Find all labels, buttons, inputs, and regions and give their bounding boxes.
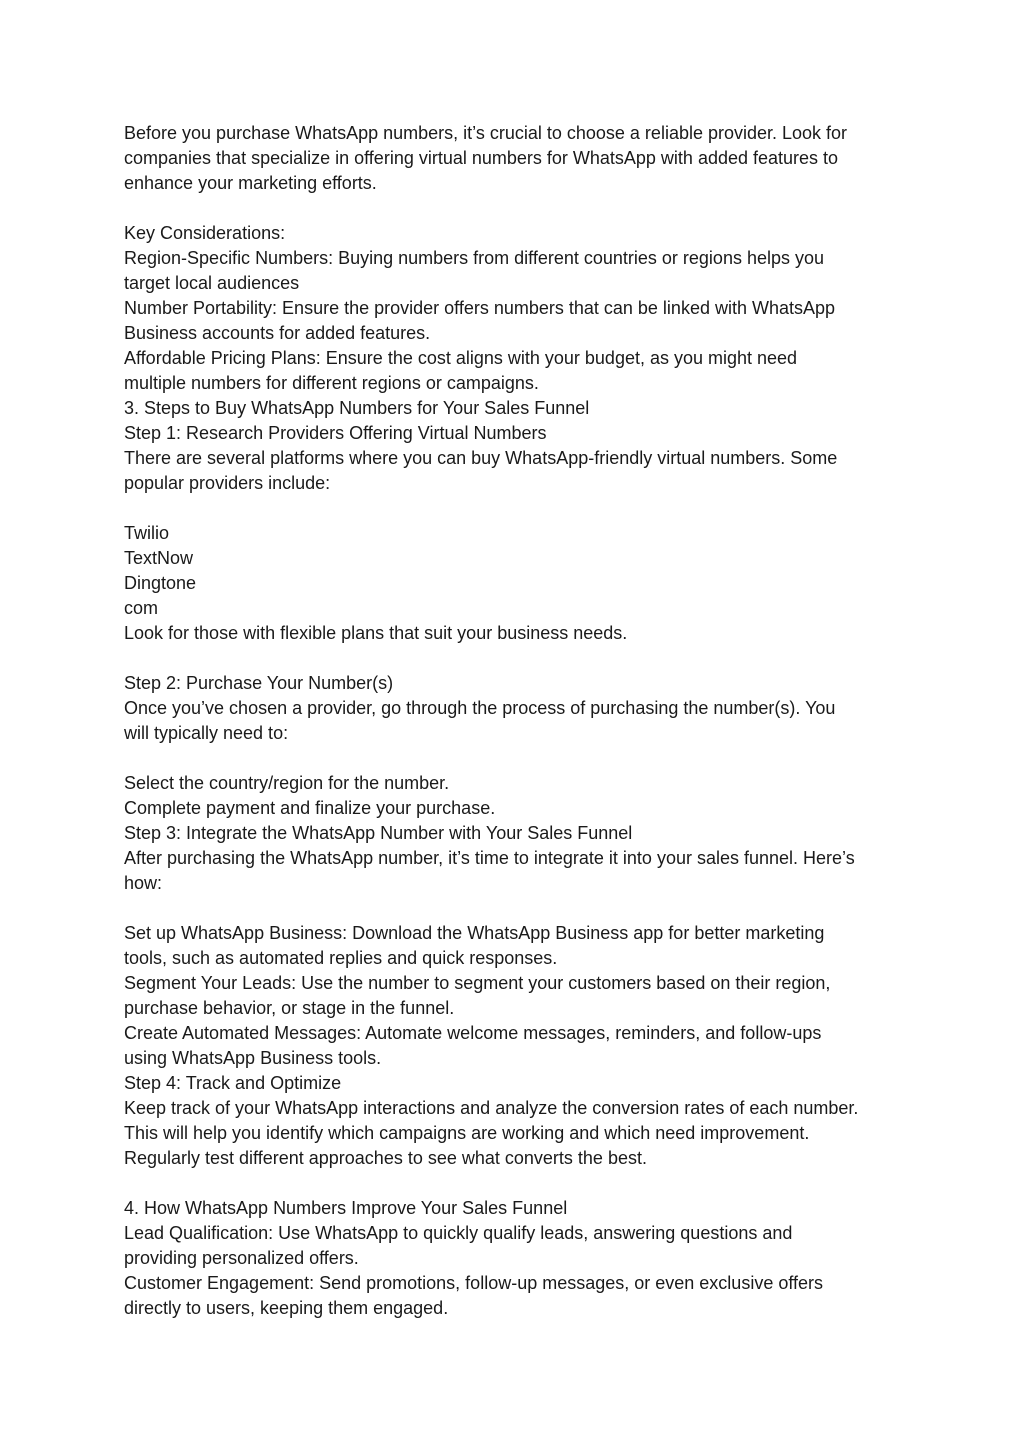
text-line: Complete payment and finalize your purchase.	[124, 798, 496, 818]
text-line: Before you purchase WhatsApp numbers, it’s crucial to choose a reliable provider. Look for	[124, 123, 848, 143]
text-line: multiple numbers for different regions or campaigns.	[124, 373, 539, 393]
text-line: directly to users, keeping them engaged.	[124, 1298, 449, 1318]
text-line: Set up WhatsApp Business: Download the WhatsApp Business app for better marketing	[124, 923, 825, 943]
text-line: will typically need to:	[124, 723, 289, 743]
text-line: Step 1: Research Providers Offering Virtual Numbers	[124, 423, 547, 443]
text-line: using WhatsApp Business tools.	[124, 1048, 382, 1068]
text-line: companies that specialize in offering virtual numbers for WhatsApp with added features to	[124, 148, 839, 168]
text-line: purchase behavior, or stage in the funnel.	[124, 998, 455, 1018]
text-line: Once you’ve chosen a provider, go through the process of purchasing the number(s). You	[124, 698, 836, 718]
blank-line	[124, 1171, 904, 1196]
text-line: target local audiences	[124, 273, 300, 293]
document-page	[124, 121, 904, 1321]
text-line: Keep track of your WhatsApp interactions and analyze the conversion rates of each number.	[124, 1098, 859, 1118]
blank-line	[124, 746, 904, 771]
text-line: Step 3: Integrate the WhatsApp Number with Your Sales Funnel	[124, 823, 633, 843]
text-line: Region-Specific Numbers: Buying numbers from different countries or regions helps you	[124, 248, 825, 268]
text-line: Customer Engagement: Send promotions, follow-up messages, or even exclusive offers	[124, 1273, 824, 1293]
text-line: how:	[124, 873, 163, 893]
text-line: There are several platforms where you can buy WhatsApp-friendly virtual numbers. Some	[124, 448, 838, 468]
text-line: enhance your marketing efforts.	[124, 173, 377, 193]
text-line: Segment Your Leads: Use the number to segment your customers based on their region,	[124, 973, 831, 993]
text-line: popular providers include:	[124, 473, 331, 493]
blank-line	[124, 496, 904, 521]
text-line: Step 2: Purchase Your Number(s)	[124, 673, 394, 693]
text-line: providing personalized offers.	[124, 1248, 359, 1268]
blank-line	[124, 646, 904, 671]
text-line: Key Considerations:	[124, 223, 286, 243]
text-line: Select the country/region for the number.	[124, 773, 450, 793]
blank-line	[124, 196, 904, 221]
text-line: Dingtone	[124, 573, 197, 593]
text-line: Step 4: Track and Optimize	[124, 1073, 342, 1093]
text-line: Lead Qualification: Use WhatsApp to quickly qualify leads, answering questions and	[124, 1223, 793, 1243]
text-line: Regularly test different approaches to see what converts the best.	[124, 1148, 647, 1168]
blank-line	[124, 896, 904, 921]
text-line: Business accounts for added features.	[124, 323, 431, 343]
text-line: Look for those with flexible plans that suit your business needs.	[124, 623, 628, 643]
text-line: Affordable Pricing Plans: Ensure the cost aligns with your budget, as you might need	[124, 348, 798, 368]
text-line: After purchasing the WhatsApp number, it’s time to integrate it into your sales funnel. Here’s	[124, 848, 855, 868]
text-line: com	[124, 598, 159, 618]
text-line: This will help you identify which campaigns are working and which need improvement.	[124, 1123, 810, 1143]
text-line: Number Portability: Ensure the provider offers numbers that can be linked with WhatsApp	[124, 298, 836, 318]
text-line: Twilio	[124, 523, 170, 543]
text-line: 3. Steps to Buy WhatsApp Numbers for Your Sales Funnel	[124, 398, 590, 418]
text-line: Create Automated Messages: Automate welcome messages, reminders, and follow-ups	[124, 1023, 822, 1043]
text-line: tools, such as automated replies and quick responses.	[124, 948, 558, 968]
text-line: TextNow	[124, 548, 194, 568]
text-line: 4. How WhatsApp Numbers Improve Your Sales Funnel	[124, 1198, 568, 1218]
